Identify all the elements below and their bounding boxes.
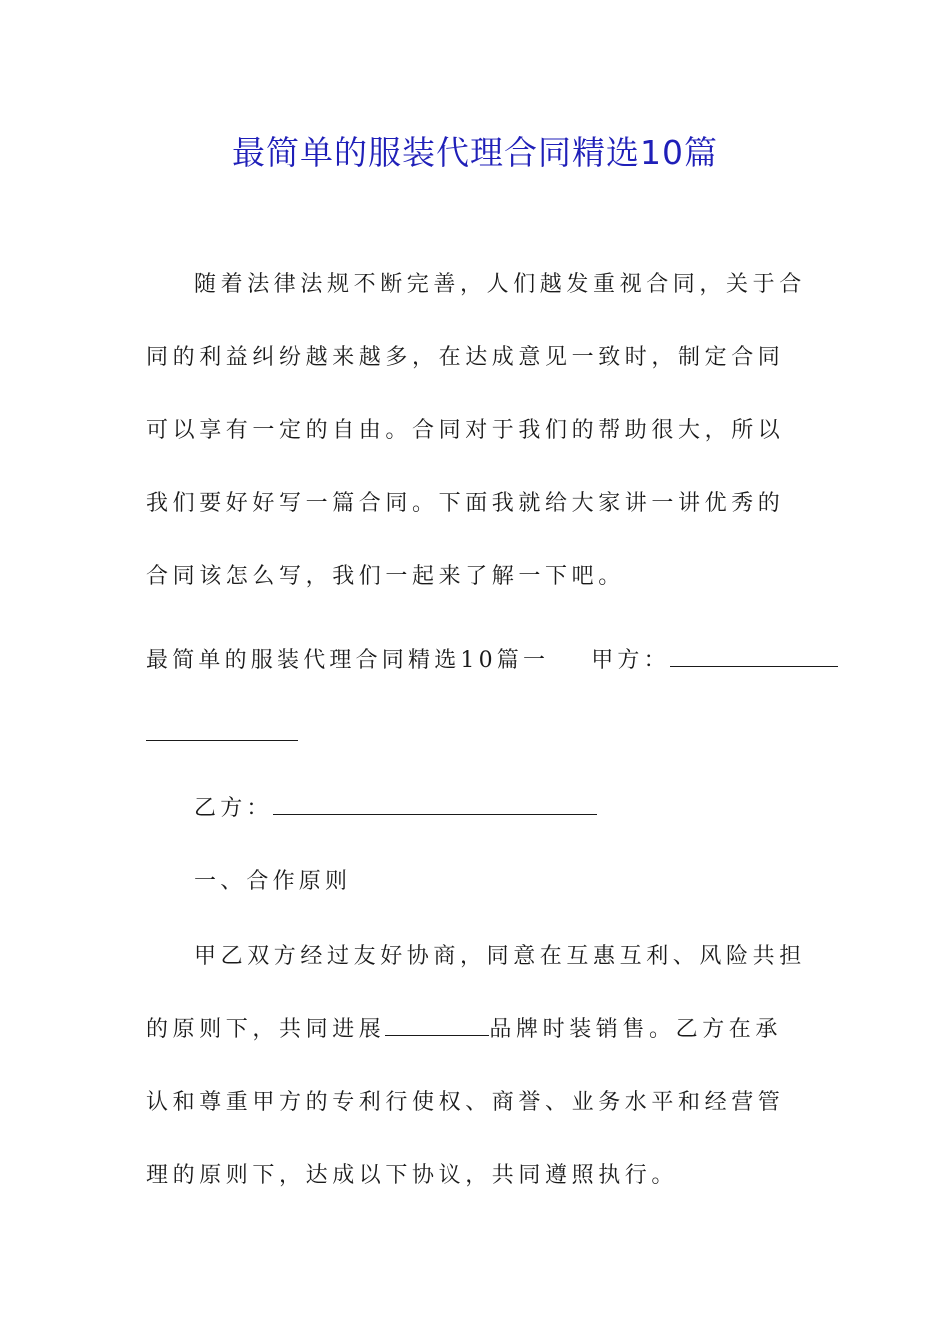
party-a-label: 甲方： (591, 648, 670, 673)
section-heading: 最简单的服装代理合同精选10篇一 (146, 648, 550, 673)
clause-1-text-a: 甲乙双方经过友好协商，同意在互惠互利、风险共担的原则下，共同进展 (146, 944, 806, 1042)
intro-text: 随着法律法规不断完善，人们越发重视合同，关于合同的利益纠纷越来越多，在达成意见一致时，制定合同可以享有一定的自由。合同对于我们的帮助很大，所以我们要好好写一篇合同。下面我就给大家讲一讲优秀的合同该怎么写，我们一起来了解一下吧。 (146, 272, 806, 589)
party-a-blank-continued (146, 718, 298, 751)
party-a-blank-2 (146, 718, 298, 741)
clause-1-heading: 一、合作原则 (194, 869, 352, 894)
party-b-blank (273, 792, 597, 815)
clause-1-text-b: 品牌时装销售。乙方在承认和尊重甲方的专利行使权、商誉、业务水平和经营管理的原则下，达成以下协议，共同遵照执行。 (146, 1017, 785, 1188)
party-b-line (194, 792, 597, 825)
document-title: 最简单的服装代理合同精选10篇 (232, 133, 718, 172)
brand-blank (385, 1013, 489, 1036)
party-a-blank (670, 644, 838, 667)
party-b-label: 乙方： (194, 796, 273, 821)
clause-1-paragraph (146, 920, 806, 1212)
party-a-line (146, 644, 838, 677)
intro-paragraph (146, 248, 806, 613)
